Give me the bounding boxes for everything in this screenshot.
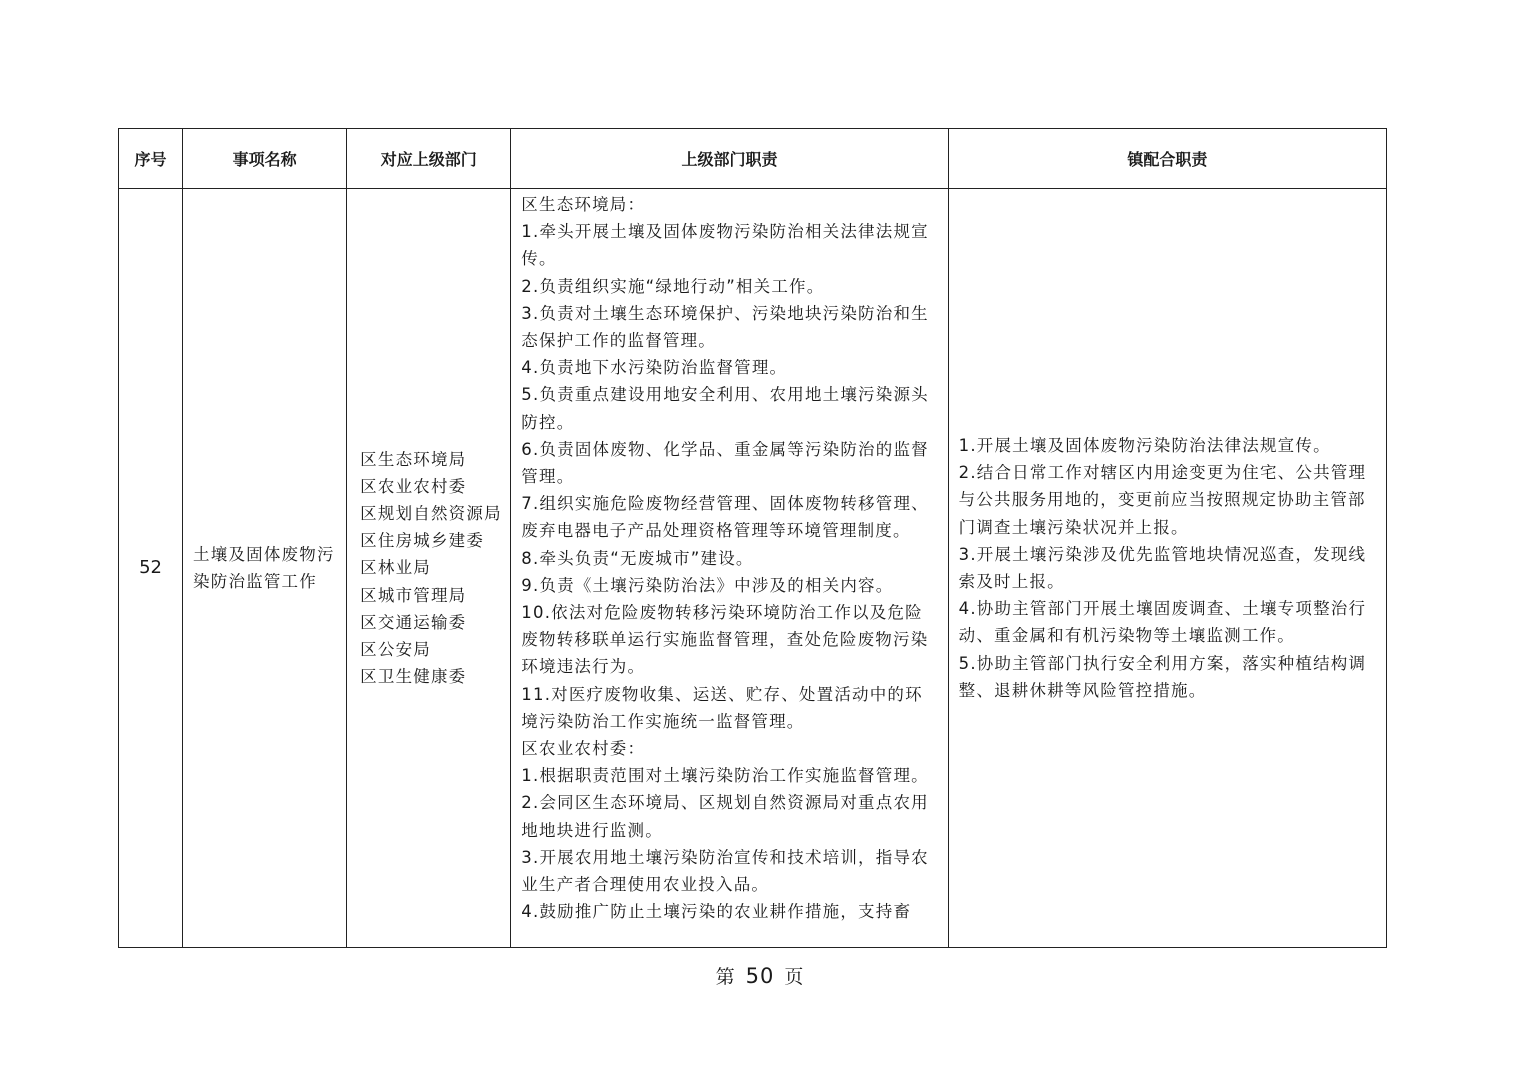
row-town-duties [948, 189, 1386, 948]
duty-item: 9.负责《土壤污染防治法》中涉及的相关内容。 [521, 575, 894, 595]
duty-item: 2.会同区生态环境局、区规划自然资源局对重点农用地地块进行监测。 [521, 793, 929, 840]
page-footer [0, 962, 1520, 989]
table-header-row [119, 129, 1387, 189]
duty-item: 1.牵头开展土壤及固体废物污染防治相关法律法规宣传。 [521, 222, 929, 269]
department-item: 区交通运输委 [360, 612, 467, 632]
duty-item: 6.负责固体废物、化学品、重金属等污染防治的监督管理。 [521, 439, 929, 487]
duty-item: 4.鼓励推广防止土壤污染的农业耕作措施，支持畜 [521, 902, 912, 922]
town-duty-item: 1.开展土壤及固体废物污染防治法律法规宣传。 [958, 435, 1331, 455]
department-item: 区城市管理局 [360, 585, 467, 605]
town-duty-item: 3.开展土壤污染涉及优先监管地块情况巡查，发现线索及时上报。 [958, 544, 1367, 591]
town-duty-item: 4.协助主管部门开展土壤固废调查、土壤专项整治行动、重金属和有机污染物等土壤监测工作。 [958, 599, 1367, 646]
duty-item: 1.根据职责范围对土壤污染防治工作实施监督管理。 [521, 766, 929, 786]
duty-item: 5.负责重点建设用地安全利用、农用地土壤污染源头防控。 [521, 385, 929, 432]
table-row [119, 189, 1387, 948]
duty-item: 8.牵头负责“无废城市”建设。 [521, 548, 754, 568]
department-item: 区林业局 [360, 558, 431, 578]
duty-item: 7.组织实施危险废物经营管理、固体废物转移管理、废弃电器电子产品处理资格管理等环境管理制度。 [521, 494, 929, 541]
duty-item: 11.对医疗废物收集、运送、贮存、处置活动中的环境污染防治工作实施统一监督管理。 [521, 684, 923, 731]
department-item: 区住房城乡建委 [360, 531, 485, 551]
department-item: 区公安局 [360, 640, 431, 659]
header-superior-duties: 上级部门职责 [511, 129, 948, 189]
header-town-duties: 镇配合职责 [948, 129, 1386, 189]
header-item-name: 事项名称 [183, 129, 347, 189]
town-duty-item: 2.结合日常工作对辖区内用途变更为住宅、公共管理与公共服务用地的，变更前应当按照规定协助主管部门调查土壤污染状况并上报。 [958, 463, 1367, 537]
page-prefix: 第 [715, 966, 736, 988]
responsibility-table [118, 128, 1387, 948]
header-superior-department: 对应上级部门 [347, 129, 511, 189]
department-item: 区卫生健康委 [360, 667, 467, 687]
duty-item: 10.依法对危险废物转移污染环境防治工作以及危险废物转移联单运行实施监督管理，查处危险废物污染环境违法行为。 [521, 603, 929, 677]
department-item: 区生态环境局 [360, 449, 467, 469]
row-departments [347, 189, 511, 948]
duty-item: 3.负责对土壤生态环境保护、污染地块污染防治和生态保护工作的监督管理。 [521, 303, 929, 351]
duty-item: 2.负责组织实施“绿地行动”相关工作。 [521, 276, 825, 296]
row-item-name: 土壤及固体废物污染防治监管工作 [183, 189, 347, 948]
row-superior-duties [511, 189, 948, 948]
page-suffix: 页 [784, 966, 805, 988]
duty-item: 区生态环境局： [521, 195, 646, 214]
department-item: 区农业农村委 [360, 476, 467, 496]
duty-item: 区农业农村委： [521, 739, 646, 759]
row-serial-number: 52 [119, 189, 183, 948]
page-number: 50 [745, 964, 775, 988]
department-item: 区规划自然资源局 [360, 503, 502, 523]
duty-item: 3.开展农用地土壤污染防治宣传和技术培训，指导农业生产者合理使用农业投入品。 [521, 847, 929, 895]
header-serial-number: 序号 [119, 129, 183, 189]
town-duty-item: 5.协助主管部门执行安全利用方案，落实种植结构调整、退耕休耕等风险管控措施。 [958, 653, 1367, 700]
duty-item: 4.负责地下水污染防治监督管理。 [521, 358, 788, 378]
